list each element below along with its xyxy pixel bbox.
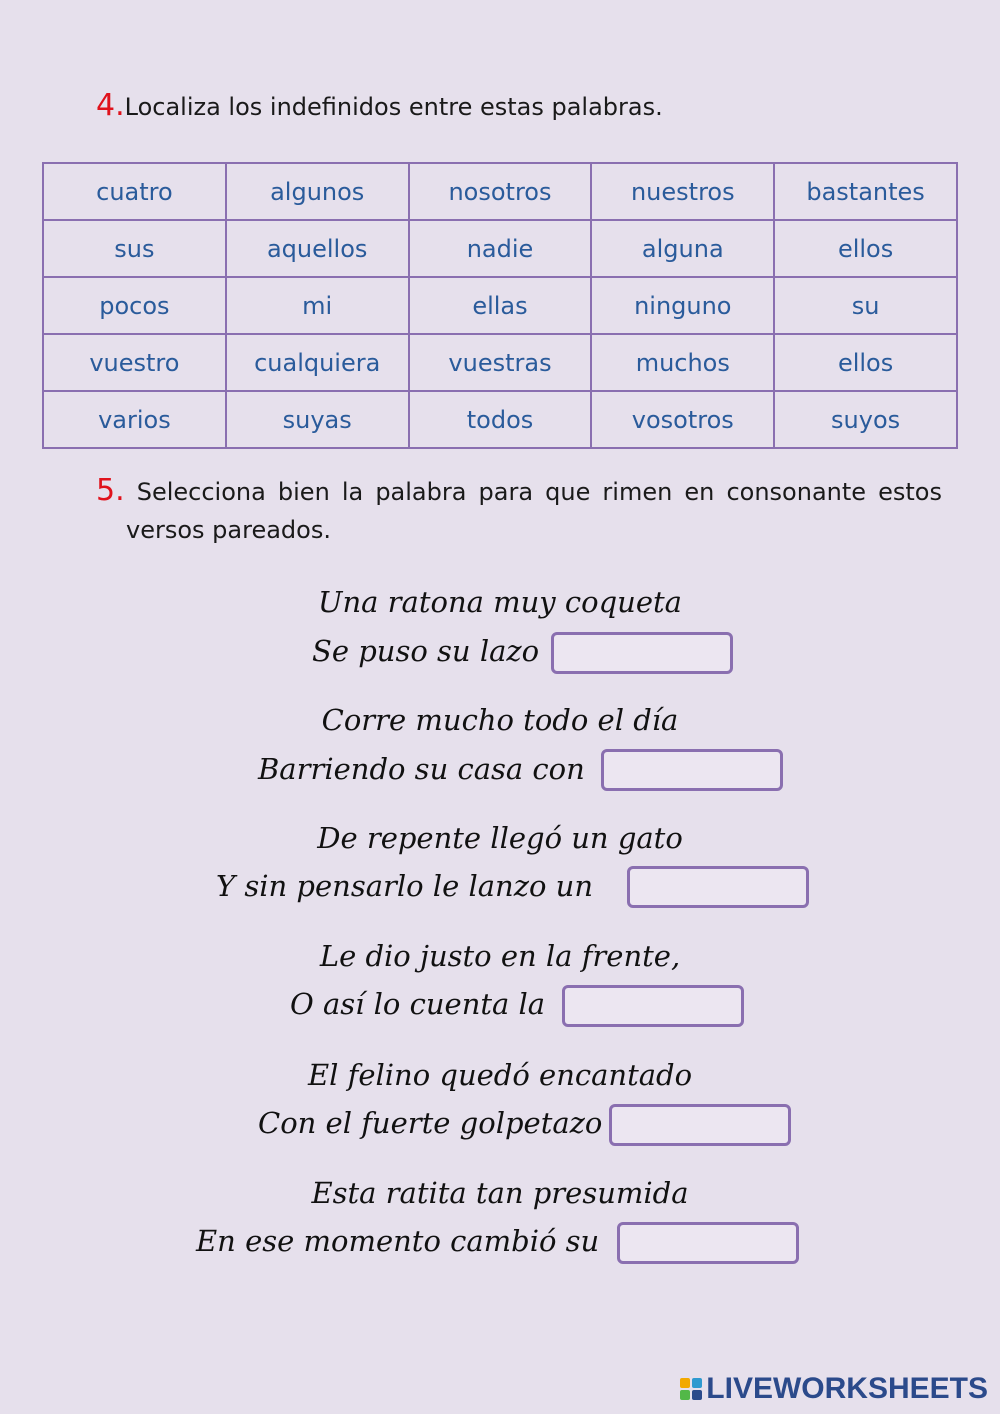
- verse-5-line2: Con el fuerte golpetazo: [258, 1106, 603, 1140]
- word-cell[interactable]: cualquiera: [226, 334, 409, 391]
- word-cell[interactable]: algunos: [226, 163, 409, 220]
- verse-4-line1: Le dio justo en la frente,: [319, 939, 681, 973]
- word-cell[interactable]: nosotros: [409, 163, 592, 220]
- word-table-row: [43, 334, 957, 391]
- word-cell[interactable]: sus: [43, 220, 226, 277]
- word-table-row: [43, 220, 957, 277]
- exercise-4-number: 4.: [96, 88, 125, 123]
- word-cell[interactable]: ellos: [774, 334, 957, 391]
- answer-field-6[interactable]: [617, 1222, 799, 1264]
- word-cell[interactable]: mi: [226, 277, 409, 334]
- word-cell[interactable]: aquellos: [226, 220, 409, 277]
- verse-2-line2: Barriendo su casa con: [258, 752, 585, 786]
- verse-3-line1: De repente llegó un gato: [317, 821, 683, 855]
- word-cell[interactable]: bastantes: [774, 163, 957, 220]
- word-table: [42, 162, 958, 449]
- word-cell[interactable]: suyos: [774, 391, 957, 448]
- word-cell[interactable]: alguna: [591, 220, 774, 277]
- word-cell[interactable]: vosotros: [591, 391, 774, 448]
- liveworksheets-brand: [680, 1372, 988, 1406]
- exercise-4-heading: [96, 88, 663, 123]
- verse-6-line2: En ese momento cambió su: [196, 1224, 600, 1258]
- verse-3-line2: Y sin pensarlo le lanzo un: [216, 869, 594, 903]
- word-cell[interactable]: muchos: [591, 334, 774, 391]
- word-cell[interactable]: nadie: [409, 220, 592, 277]
- answer-field-5[interactable]: [609, 1104, 791, 1146]
- word-table-row: [43, 391, 957, 448]
- word-table-row: [43, 277, 957, 334]
- verse-6-line1: Esta ratita tan presumida: [311, 1176, 689, 1210]
- word-cell[interactable]: suyas: [226, 391, 409, 448]
- word-cell[interactable]: vuestras: [409, 334, 592, 391]
- brand-name: LIVEWORKSHEETS: [706, 1372, 988, 1405]
- answer-field-3[interactable]: [627, 866, 809, 908]
- word-cell[interactable]: varios: [43, 391, 226, 448]
- verse-2-line1: Corre mucho todo el día: [321, 703, 679, 737]
- verse-1-line2: Se puso su lazo: [312, 634, 540, 668]
- word-cell[interactable]: ellos: [774, 220, 957, 277]
- exercise-5-heading: [96, 472, 942, 549]
- verse-1-line1: Una ratona muy coqueta: [318, 585, 682, 619]
- exercise-5-number: 5.: [96, 473, 125, 508]
- liveworksheets-logo-icon: [680, 1378, 702, 1400]
- word-cell[interactable]: ellas: [409, 277, 592, 334]
- answer-field-1[interactable]: [551, 632, 733, 674]
- answer-field-2[interactable]: [601, 749, 783, 791]
- answer-field-4[interactable]: [562, 985, 744, 1027]
- exercise-5-instruction-line1: Selecciona bien la palabra para que rimen en consonante estos: [136, 478, 942, 506]
- word-cell[interactable]: ninguno: [591, 277, 774, 334]
- exercise-4-instruction: Localiza los indefinidos entre estas palabras.: [124, 93, 663, 121]
- exercise-5-instruction-line2: versos pareados.: [126, 516, 331, 544]
- word-cell[interactable]: vuestro: [43, 334, 226, 391]
- word-cell[interactable]: pocos: [43, 277, 226, 334]
- word-cell[interactable]: cuatro: [43, 163, 226, 220]
- word-cell[interactable]: todos: [409, 391, 592, 448]
- word-cell[interactable]: su: [774, 277, 957, 334]
- verse-4-line2: O así lo cuenta la: [290, 987, 546, 1021]
- word-cell[interactable]: nuestros: [591, 163, 774, 220]
- verse-5-line1: El felino quedó encantado: [307, 1058, 693, 1092]
- word-table-row: [43, 163, 957, 220]
